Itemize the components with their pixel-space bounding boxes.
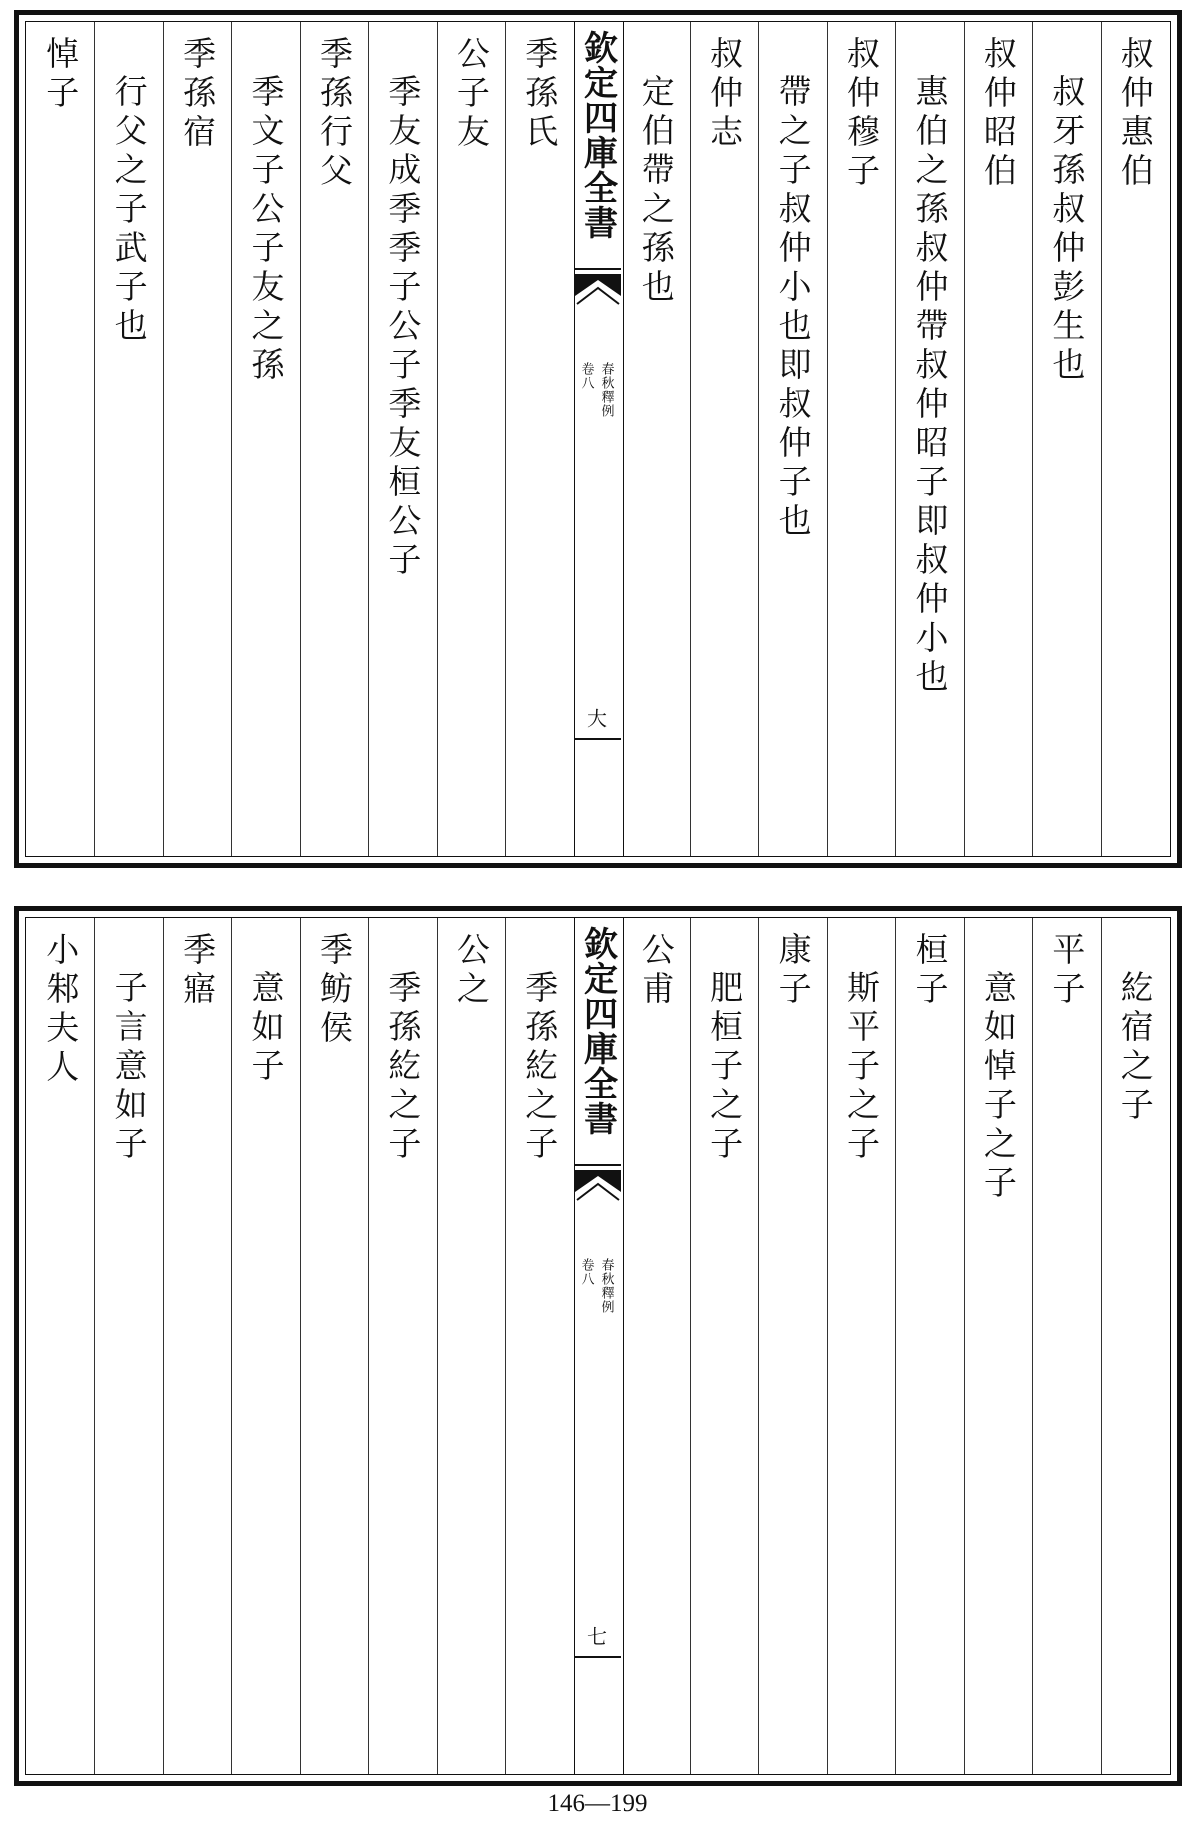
page-number: 146—199 xyxy=(547,1790,648,1817)
column-rule xyxy=(94,918,95,1774)
center-title: 欽定四庫全書 xyxy=(577,926,618,1136)
entry-heading: 叔仲志 xyxy=(705,36,745,153)
column-rule xyxy=(1101,22,1102,856)
folio-number: 七 xyxy=(583,1626,608,1646)
column-rule xyxy=(437,22,438,856)
center-panel xyxy=(574,22,624,856)
bottom-page-frame xyxy=(25,917,1171,1775)
entry-note: 季文子公子友之孫 xyxy=(246,74,286,386)
entry-heading: 公甫 xyxy=(636,932,676,1010)
column-rule xyxy=(300,22,301,856)
entry-note: 惠伯之孫叔仲帶叔仲昭子即叔仲小也 xyxy=(910,74,950,698)
folio-number: 大 xyxy=(583,708,608,728)
column-rule xyxy=(505,918,506,1774)
center-rule xyxy=(575,268,621,270)
entry-heading: 康子 xyxy=(773,932,813,1010)
column-rule xyxy=(300,918,301,1774)
entry-heading: 悼子 xyxy=(41,36,81,114)
entry-heading: 公子友 xyxy=(451,36,491,153)
entry-note: 季孫紇之子 xyxy=(520,970,560,1165)
column-rule xyxy=(895,918,896,1774)
entry-heading: 叔仲昭伯 xyxy=(978,36,1018,192)
entry-note: 意如子 xyxy=(246,970,286,1087)
column-rule xyxy=(163,22,164,856)
entry-note: 行父之子武子也 xyxy=(109,74,149,347)
entry-heading: 叔仲穆子 xyxy=(842,36,882,192)
column-rule xyxy=(231,918,232,1774)
column-rule xyxy=(758,918,759,1774)
column-rule xyxy=(368,22,369,856)
entry-heading: 叔仲惠伯 xyxy=(1115,36,1155,192)
entry-note: 帶之子叔仲小也即叔仲子也 xyxy=(773,74,813,542)
center-rule xyxy=(575,1164,621,1166)
entry-heading: 小邾夫人 xyxy=(41,932,81,1088)
column-rule xyxy=(827,918,828,1774)
column-rule xyxy=(163,918,164,1774)
column-rule xyxy=(690,918,691,1774)
center-book-title: 春秋釋例 xyxy=(598,362,614,418)
entry-heading: 季孫行父 xyxy=(314,36,354,192)
entry-heading: 公之 xyxy=(451,932,491,1010)
column-rule xyxy=(1032,918,1033,1774)
entry-note: 季孫紇之子 xyxy=(383,970,423,1165)
entry-note: 叔牙孫叔仲彭生也 xyxy=(1047,74,1087,386)
column-rule xyxy=(964,22,965,856)
center-rule xyxy=(575,1656,621,1658)
center-panel xyxy=(574,918,624,1774)
column-rule xyxy=(505,22,506,856)
column-rule xyxy=(1032,22,1033,856)
entry-note: 斯平子之子 xyxy=(842,970,882,1165)
column-rule xyxy=(758,22,759,856)
center-volume: 卷八 xyxy=(578,1258,594,1286)
entry-heading: 季寤 xyxy=(178,932,218,1010)
fish-tail-ornament xyxy=(575,1170,621,1210)
entry-note: 紇宿之子 xyxy=(1115,970,1155,1126)
entry-heading: 季孫宿 xyxy=(178,36,218,153)
center-book-title: 春秋釋例 xyxy=(598,1258,614,1314)
entry-note: 季友成季季子公子季友桓公子 xyxy=(383,74,423,581)
entry-heading: 季孫氏 xyxy=(520,36,560,153)
column-rule xyxy=(827,22,828,856)
column-rule xyxy=(964,918,965,1774)
entry-note: 子言意如子 xyxy=(109,970,149,1165)
column-rule xyxy=(1101,918,1102,1774)
center-rule xyxy=(575,738,621,740)
center-title: 欽定四庫全書 xyxy=(577,30,618,240)
entry-note: 定伯帶之孫也 xyxy=(636,74,676,308)
entry-heading: 桓子 xyxy=(910,932,950,1010)
fish-tail-ornament xyxy=(575,274,621,314)
column-rule xyxy=(94,22,95,856)
entry-note: 意如悼子之子 xyxy=(978,970,1018,1204)
entry-heading: 季鲂侯 xyxy=(314,932,354,1049)
column-rule xyxy=(690,22,691,856)
center-volume: 卷八 xyxy=(578,362,594,390)
bottom-page xyxy=(14,906,1182,1786)
column-rule xyxy=(895,22,896,856)
column-rule xyxy=(231,22,232,856)
top-page xyxy=(14,10,1182,868)
column-rule xyxy=(437,918,438,1774)
top-page-frame xyxy=(25,21,1171,857)
entry-note: 肥桓子之子 xyxy=(705,970,745,1165)
entry-heading: 平子 xyxy=(1047,932,1087,1010)
column-rule xyxy=(368,918,369,1774)
